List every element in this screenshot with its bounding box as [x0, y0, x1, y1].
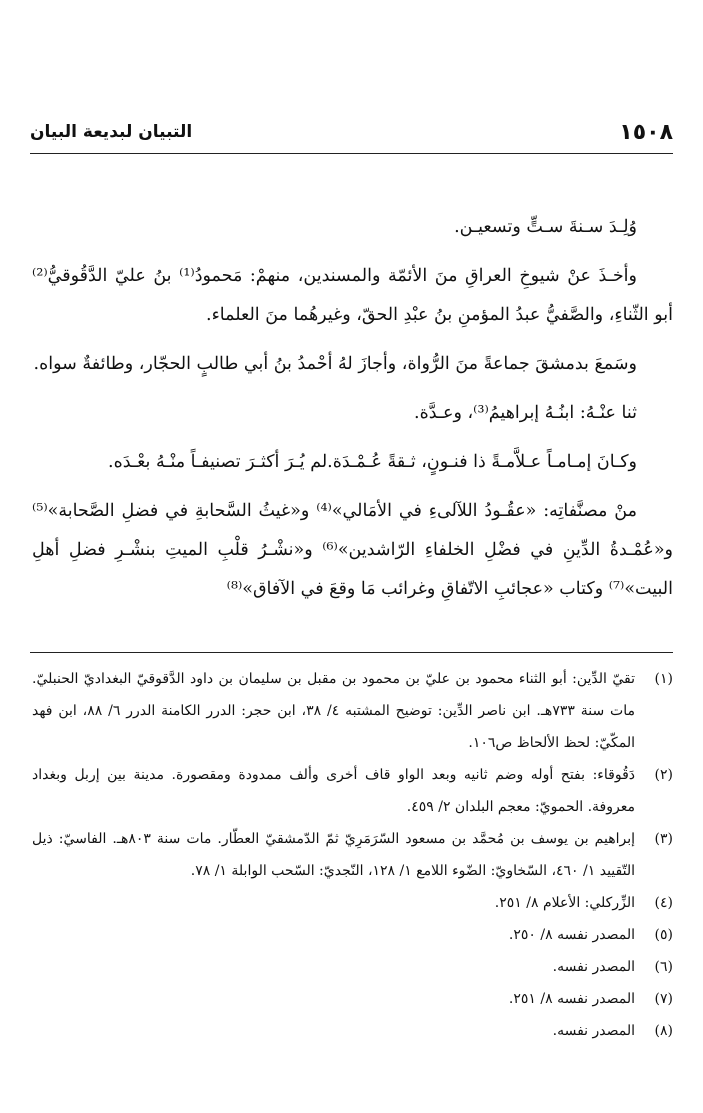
- footnote: [32, 823, 673, 887]
- footnotes: [32, 663, 673, 1047]
- footnote-text: دَقُوقاء: بفتح أوله وضم ثانيه وبعد الواو قاف أخرى وألف ممدودة ومقصورة. مدينة بين إربل وبغداد معروفة. الحمويّ: معجم البلدان ٢/ ٤٥٩.: [32, 767, 635, 815]
- paragraph: وُلِـدَ سـنةَ سـتٍّ وتسعيـن.: [454, 217, 637, 237]
- footnote-number: (٦): [654, 959, 673, 975]
- footnote: [32, 919, 673, 951]
- footnote-number: (٣): [654, 831, 673, 847]
- footnote: [32, 759, 673, 823]
- footnote-text: الزِّركلي: الأعلام ٨/ ٢٥١.: [494, 895, 635, 911]
- footnote: [32, 663, 673, 759]
- footnote-number: (٢): [654, 767, 673, 783]
- footnote-text: المصدر نفسه.: [552, 959, 635, 975]
- footnote: [32, 1015, 673, 1047]
- footnote-number: (٧): [654, 991, 673, 1007]
- footnote: [32, 951, 673, 983]
- footnote-rule: [30, 652, 673, 653]
- footnote-number: (٤): [654, 895, 673, 911]
- footnote-text: إبراهيم بن يوسف بن مُحمَّد بن مسعود السّرَمَرِيّ ثمّ الدّمشقيّ العطّار. مات سنة ٨٠٣هـ. الفاسيّ: ذيل التّقييد ١/ ٤٦٠، السّخاويّ: الضّوء اللامع ١/ ١٢٨، النّجديّ: السّحب الوابلة ١/ ٧٨.: [32, 831, 636, 879]
- footnote-text: المصدر نفسه ٨/ ٢٥١.: [508, 991, 635, 1007]
- header-rule: [30, 153, 673, 154]
- footnote-number: (٨): [654, 1023, 673, 1039]
- paragraph: ثنا عنْـهُ: ابنُـهُ إبراهيمُ⁽³⁾، وعـدَّة.: [414, 403, 637, 423]
- page-number: ١٥٠٨: [619, 119, 673, 145]
- footnote-text: تقيّ الدِّين: أبو الثناء محمود بن عليّ بن محمود بن مقبل بن سليمان بن داود الدَّقوقيّ البغداديّ الحنبليّ. مات سنة ٧٣٣هـ. ابن ناصر الدِّين: توضيح المشتبه ٤/ ٣٨، ابن حجر: الدرر الكامنة الدرر ٦/ ٨٨، ابن فهد المكّيّ: لحظ الألحاظ ص١٠٦.: [32, 671, 636, 751]
- paragraph: وكـانَ إمـامـاً عـلاَّمـةً ذا فنـونٍ، ثـقةً عُـمْـدَة.لم يُـرَ أكثـرَ تصنيفـاً منْـهُ بعْـدَه.: [108, 452, 637, 472]
- paragraph: وسَمعَ بدمشقَ جماعةً منَ الرُّواة، وأجازَ لهُ أحْمدُ بنُ أبي طالبٍ الحجّار، وطائفةٌ سواه.: [33, 354, 637, 374]
- paragraph: وأخـذَ عنْ شيوخِ العراقِ منَ الأئمّة والمسندين، منهمْ: مَحمودُ⁽¹⁾ بنُ عليّ الدَّقُوقيُّ⁽²⁾ أبو الثّناءِ، والصَّفيُّ عبدُ المؤمنِ بنُ عبْدِ الحقّ، وغيرهُما منَ العلماء.: [32, 266, 673, 325]
- paragraph: منْ مصنَّفاتِه: «عقُـودُ اللآلىءِ في الأمَالي»⁽⁴⁾ و«غيثُ السَّحابةِ في فضلِ الصَّحابة»⁽⁵⁾ و«عُمْـدةُ الدِّينِ في فضْلِ الخلفاءِ الرّاشدين»⁽⁶⁾ و«نشْـرُ قلْبِ الميتِ بنشْـرِ فضلِ أهلِ البيت»⁽⁷⁾ وكتاب «عجائبِ الاتّفاقِ وغرائب مَا وقعَ في الآفاق»⁽⁸⁾: [32, 501, 673, 599]
- footnote: [32, 983, 673, 1015]
- footnote-text: المصدر نفسه.: [552, 1023, 635, 1039]
- running-title: التبيان لبديعة البيان: [30, 122, 193, 142]
- footnote: [32, 887, 673, 919]
- main-text: [32, 208, 673, 619]
- footnote-number: (٥): [654, 927, 673, 943]
- footnote-text: المصدر نفسه ٨/ ٢٥٠.: [508, 927, 635, 943]
- page-header: [30, 116, 673, 148]
- footnote-number: (١): [654, 671, 673, 687]
